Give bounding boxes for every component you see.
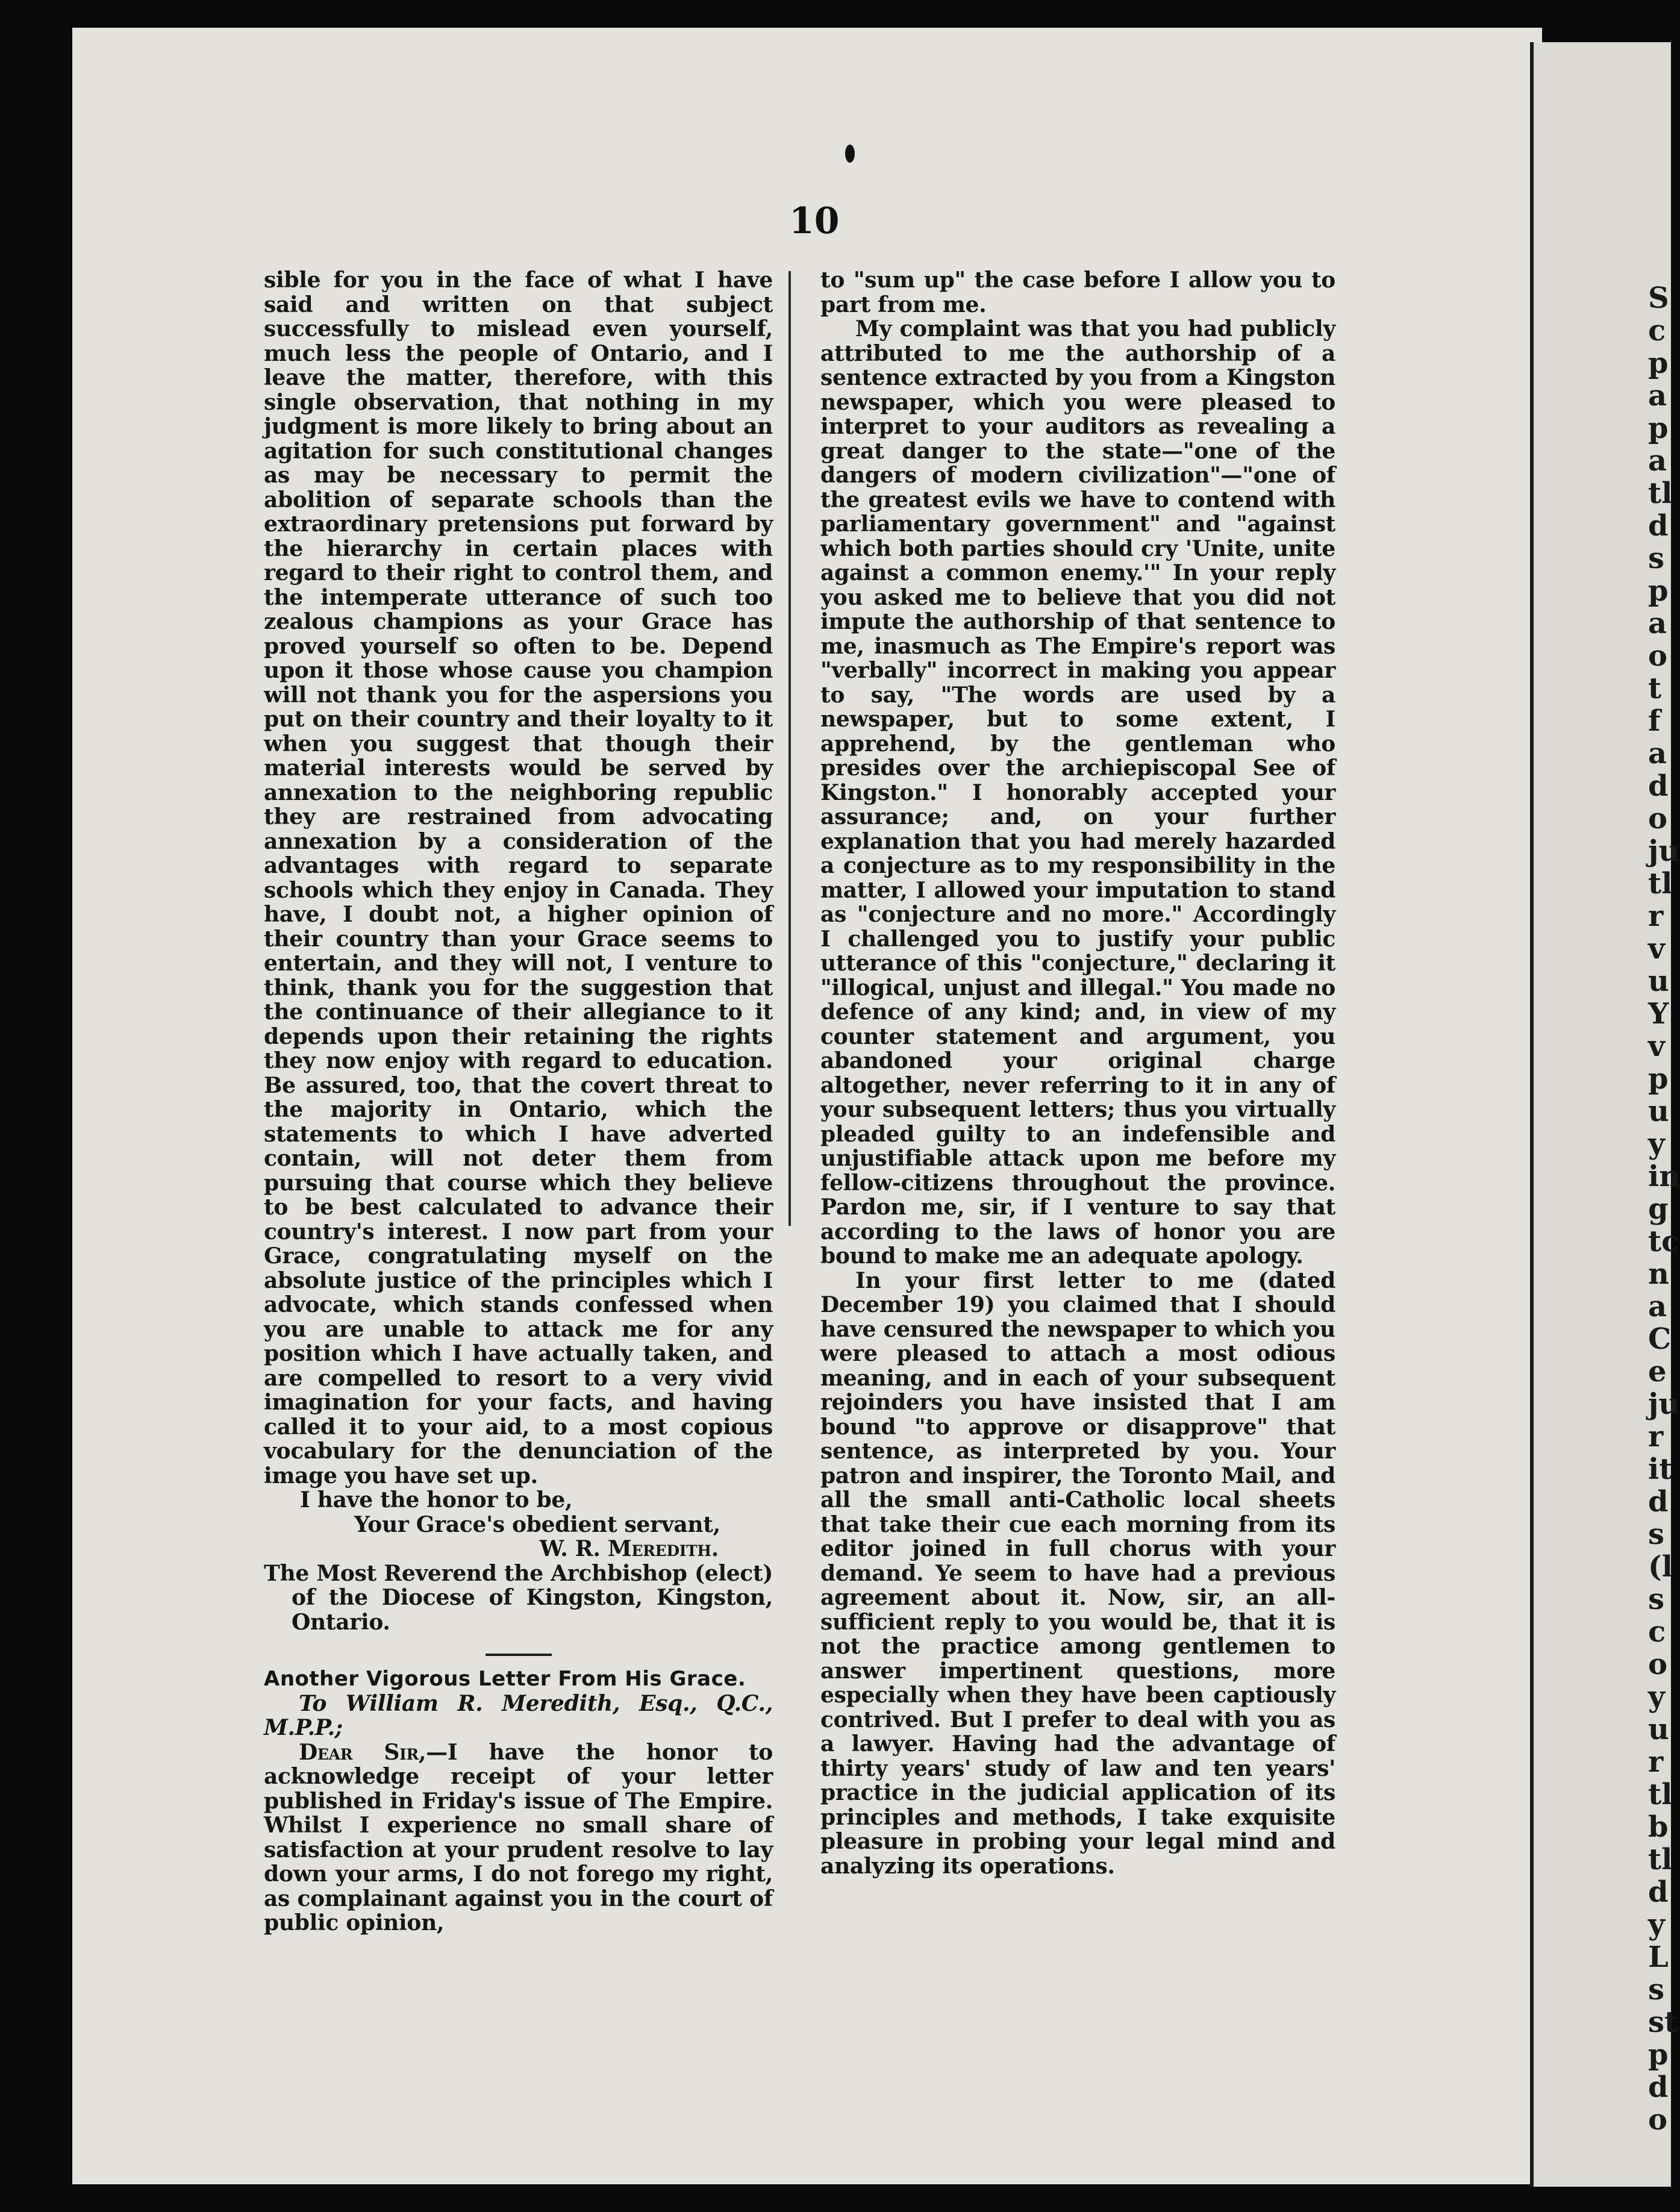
next-page-fragment: st [1648, 2005, 1678, 2039]
next-page-fragment: y [1648, 1680, 1665, 1714]
next-page-fragment: a [1648, 1290, 1667, 1323]
right-paragraph-2: My complaint was that you had publicly attributed to me the authorship of a sentence extracted by you from a Kingston newspaper, which you were pleased to interpret to your auditors as revealing a great danger to the state—"one of the dangers of modern civilization"—"one of the greatest evils we have to contend with parliamentary government" and "against which both parties should cry 'Unite, unite against a common enemy.'" In your reply you asked me to believe that you did not impute the authorship of that sentence to me, inasmuch as The Empire's report was "verbally" incorrect in making you appear to say, "The words are used by a newspaper, but to some extent, I apprehend, by the gentleman who presides over the archiepiscopal See of Kingston." I honorably accepted your assurance; and, on your further explanation that you had merely hazarded a conjecture as to my responsibility in the matter, I allowed your imputation to stand as "conjecture and no more." Accordingly I challenged you to justify your public utterance of this "conjecture," declaring it "illogical, unjust and illegal." You made no defence of any kind; and, in view of my counter statement and argument, you abandoned your original charge altogether, never referring to it in any of your subsequent letters; thus you virtually pleaded guilty to an indefensible and unjustifiable attack upon me before my fellow-citizens throughout the province. Pardon me, sir, if I venture to say that according to the laws of honor you are bound to make me an adequate apology. [820, 316, 1335, 1269]
next-page-fragment: a [1648, 607, 1667, 640]
next-page-fragment: p [1648, 346, 1669, 380]
closing-line-2: Your Grace's obedient servant, [354, 1511, 720, 1537]
next-page-fragment: r [1648, 899, 1664, 933]
next-page-fragment: S [1648, 281, 1669, 315]
next-page-fragment: p [1648, 1062, 1669, 1096]
next-page-fragment: ju [1648, 1387, 1680, 1421]
next-page-fragment: it [1648, 1452, 1673, 1486]
next-page-fragment: o [1648, 1648, 1668, 1681]
next-page-fragment: a [1648, 737, 1667, 770]
adjacent-page-edge [1530, 42, 1680, 2187]
next-page-fragment: a [1648, 379, 1667, 413]
next-page-fragment: tl [1648, 476, 1673, 510]
next-page-fragment: n [1648, 1257, 1669, 1291]
next-page-fragment: r [1648, 1745, 1664, 1779]
next-page-fragment: tc [1648, 1225, 1679, 1258]
next-page-fragment: r [1648, 1420, 1664, 1454]
next-page-fragment: in [1648, 1160, 1680, 1193]
next-page-fragment: e [1648, 1355, 1667, 1389]
next-page-fragment: d [1648, 2070, 1669, 2104]
addressee: To William R. Meredith, Esq., Q.C., M.P.P.; [264, 1690, 773, 1740]
column-divider [788, 271, 791, 1226]
right-paragraph-3: In your first letter to me (dated December 19) you claimed that I should have censured the newspaper to which you were pleased to attach a most odious meaning, and in each of your subsequent rejoinders you have insisted that I am bound "to approve or disapprove" that sentence, as interpreted by you. Your patron and inspirer, the Toronto Mail, and all the small anti-Catholic local sheets that take their cue each morning from its editor joined in full chorus with your demand. Ye seem to have had a previous agreement about it. Now, sir, an all-sufficient reply to you would be, that it is not the practice among gentlemen to answer impertinent questions, more especially when they have been captiously contrived. But I prefer to deal with you as a lawyer. Having had the advantage of thirty years' study of law and ten years' practice in the judicial application of its principles and methods, I take exquisite pleasure in probing your legal mind and analyzing its operations. [820, 1267, 1335, 1879]
next-page-fragment: u [1648, 964, 1669, 998]
next-page-fragment: s [1648, 1517, 1665, 1551]
left-column [264, 268, 773, 1936]
next-page-fragment: b [1648, 1810, 1669, 1844]
closing-line-1: I have the honor to be, [300, 1487, 573, 1513]
next-page-fragment: p [1648, 574, 1669, 608]
salutation: Dear Sir, [299, 1739, 426, 1765]
next-page-fragment: o [1648, 802, 1668, 836]
next-page-fragment: ju [1648, 834, 1680, 868]
next-page-fragment: f [1648, 704, 1661, 738]
right-paragraph-1: to "sum up" the case before I allow you to part from me. [820, 267, 1335, 317]
next-page-fragment: v [1648, 1029, 1665, 1063]
next-page-fragment: (l [1648, 1550, 1673, 1584]
section-rule [486, 1654, 552, 1656]
left-paragraph-2-text: —I have the honor to acknowledge receipt of your letter published in Friday's issue of The Empire. Whilst I experience no small share of satisfaction at your prudent resolve to lay down your arms, I do not forego my right, as complainant against you in the court of public opinion, [264, 1739, 773, 1936]
next-page-fragment: o [1648, 639, 1668, 673]
right-column [820, 268, 1335, 1878]
next-page-fragment: g [1648, 1192, 1669, 1226]
next-page-fragment: t [1648, 672, 1662, 705]
recipient-address: The Most Reverend the Archbishop (elect) of the Diocese of Kingston, Kingston, Ontario. [264, 1560, 773, 1635]
next-page-fragment: y [1648, 1127, 1665, 1161]
ink-dot [845, 145, 855, 163]
next-page-fragment: p [1648, 2038, 1669, 2072]
next-page-fragment: c [1648, 1615, 1666, 1649]
next-page-fragment: tl [1648, 867, 1673, 901]
next-page-fragment: u [1648, 1713, 1669, 1746]
letter-heading: Another Vigorous Letter From His Grace. [264, 1667, 746, 1691]
next-page-fragment: tl [1648, 1843, 1673, 1876]
left-paragraph-1: sible for you in the face of what I have said and written on that subject successfully to mislead even yourself, much less the people of Ontario, and I leave the matter, therefore, with this single observation, that nothing in my judgment is more likely to bring about an agitation for such constitutional changes as may be necessary to permit the abolition of separate schools than the extraordinary pretensions put forward by the hierarchy in certain places with regard to their right to control them, and the intemperate utterance of such too zealous champions as your Grace has proved yourself so often to be. Depend upon it those whose cause you champion will not thank you for the aspersions you put on their country and their loyalty to it when you suggest that though their material interests would be served by annexation to the neighboring republic they are restrained from advocating annexation by a consideration of the advantages with regard to separate schools which they enjoy in Canada. They have, I doubt not, a higher opinion of their country than your Grace seems to entertain, and they will not, I venture to think, thank you for the suggestion that the continuance of their allegiance to it depends upon their retaining the rights they now enjoy with regard to education. Be assured, too, that the covert threat to the majority in Ontario, which the statements to which I have adverted contain, will not deter them from pursuing that course which they believe to be best calculated to advance their country's interest. I now part from your Grace, congratulating myself on the absolute justice of the principles which I advocate, which stands confessed when you are unable to attack me for any position which I have actually taken, and are compelled to resort to a very vivid imagination for your facts, and having called it to your aid, to a most copious vocabulary for the denunciation of the image you have set up. [264, 267, 773, 1489]
next-page-fragment: d [1648, 769, 1669, 803]
next-page-fragment: y [1648, 1908, 1665, 1942]
next-page-fragment: c [1648, 314, 1666, 348]
next-page-fragment: o [1648, 2103, 1668, 2137]
next-page-fragment: v [1648, 932, 1665, 966]
next-page-fragment: tl [1648, 1778, 1673, 1811]
next-page-fragment: d [1648, 1875, 1669, 1909]
signature: W. R. Meredith. [539, 1536, 719, 1561]
next-page-fragment: s [1648, 1582, 1665, 1616]
left-paragraph-2 [264, 1740, 773, 1936]
next-page-fragment: s [1648, 1973, 1665, 2007]
next-page-fragment: p [1648, 411, 1669, 445]
next-page-fragment: s [1648, 542, 1665, 575]
next-page-fragment: d [1648, 1485, 1669, 1519]
next-page-fragment: Y [1648, 997, 1669, 1031]
next-page-fragment: C [1648, 1322, 1672, 1356]
next-page-fragment: L [1648, 1940, 1669, 1974]
page-number: 10 [789, 200, 840, 242]
next-page-fragment: a [1648, 444, 1667, 478]
next-page-fragment: u [1648, 1095, 1669, 1128]
next-page-fragment: d [1648, 509, 1669, 543]
